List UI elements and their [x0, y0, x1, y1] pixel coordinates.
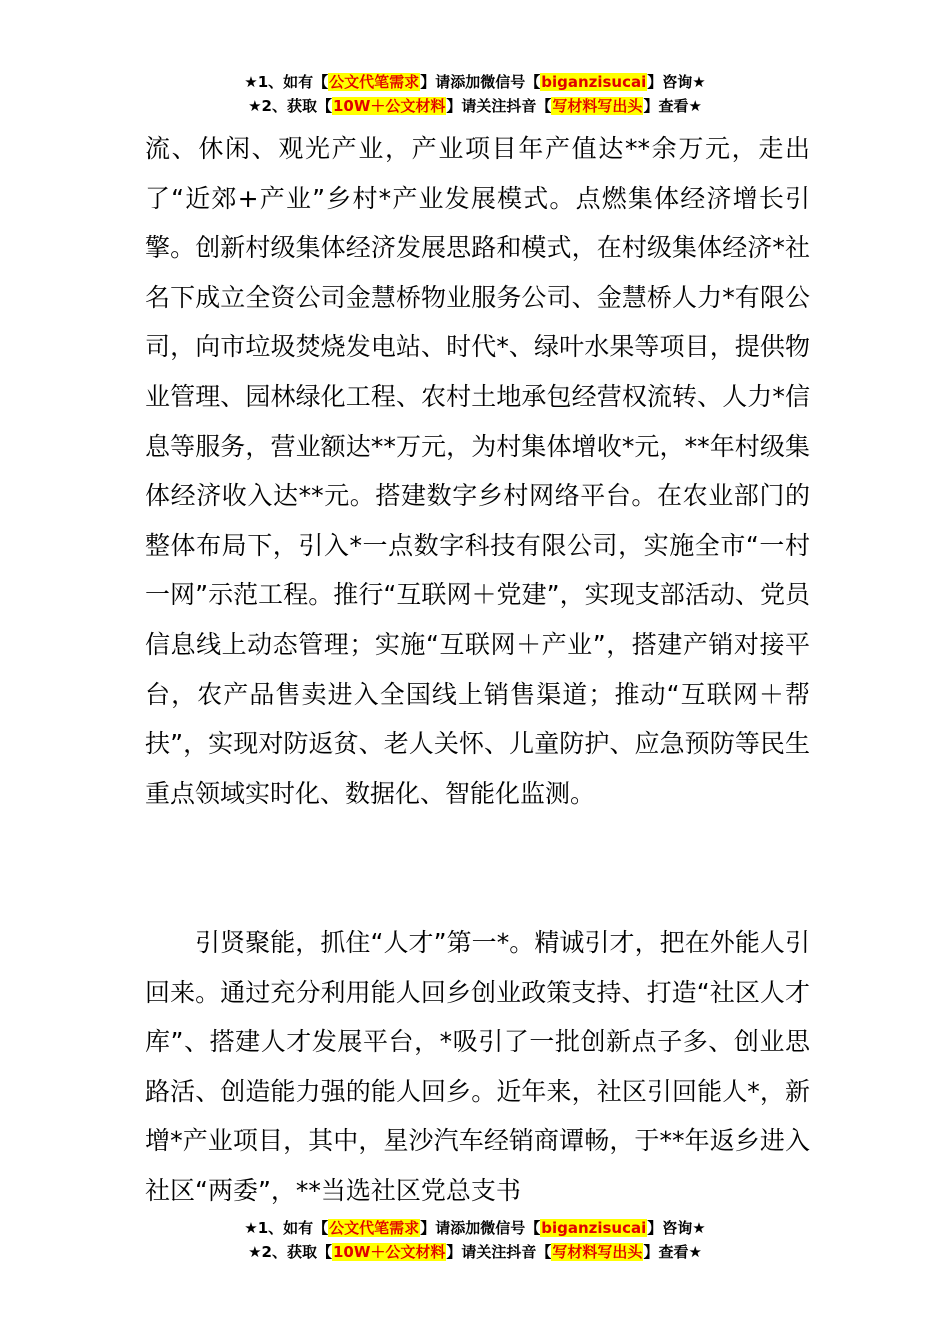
footer-banner	[0, 1216, 950, 1264]
highlight-materials: 10W＋公文材料	[332, 1243, 446, 1261]
highlight-douyin: 写材料写出头	[552, 1243, 643, 1261]
highlight-service: 公文代笔需求	[329, 1219, 420, 1237]
header-banner	[0, 70, 950, 118]
banner-line-2: ★2、获取【10W＋公文材料】请关注抖音【写材料写出头】查看★	[248, 97, 702, 115]
body-paragraph-1: 流、休闲、观光产业，产业项目年产值达**余万元，走出了“近郊+产业”乡村*产业发展模式。点燃集体经济增长引擎。创新村级集体经济发展思路和模式，在村级集体经济*社名下成立全资公司金慧桥物业服务公司、金慧桥人力*有限公司，向市垃圾焚烧发电站、时代*、绿叶水果等项目，提供物业管理、园林绿化工程、农村土地承包经营权流转、人力*信息等服务，营业额达**万元，为村集体增收*元，**年村级集体经济收入达**元。搭建数字乡村网络平台。在农业部门的整体布局下，引入*一点数字科技有限公司，实施全市“一村一网”示范工程。推行“互联网＋党建”，实现支部活动、党员信息线上动态管理；实施“互联网＋产业”，搭建产销对接平台，农产品售卖进入全国线上销售渠道；推动“互联网＋帮扶”，实现对防返贫、老人关怀、儿童防护、应急预防等民生重点领域实时化、数据化、智能化监测。	[145, 134, 810, 808]
highlight-wechat-id: biganzisucai	[541, 73, 647, 91]
banner-line-1: ★1、如有【公文代笔需求】请添加微信号【biganzisucai】咨询★	[244, 1219, 706, 1237]
highlight-douyin: 写材料写出头	[552, 97, 643, 115]
banner-line-1: ★1、如有【公文代笔需求】请添加微信号【biganzisucai】咨询★	[244, 73, 706, 91]
highlight-materials: 10W＋公文材料	[332, 97, 446, 115]
banner-line-2: ★2、获取【10W＋公文材料】请关注抖音【写材料写出头】查看★	[248, 1243, 702, 1261]
highlight-service: 公文代笔需求	[329, 73, 420, 91]
highlight-wechat-id: biganzisucai	[541, 1219, 647, 1237]
body-paragraph-2: 引贤聚能，抓住“人才”第一*。精诚引才，把在外能人引回来。通过充分利用能人回乡创业政策支持、打造“社区人才库”、搭建人才发展平台，*吸引了一批创新点子多、创业思路活、创造能力强的能人回乡。近年来，社区引回能人*，新增*产业项目，其中，星沙汽车经销商谭畅，于**年返乡进入社区“两委”，**当选社区党总支书	[145, 928, 810, 1205]
